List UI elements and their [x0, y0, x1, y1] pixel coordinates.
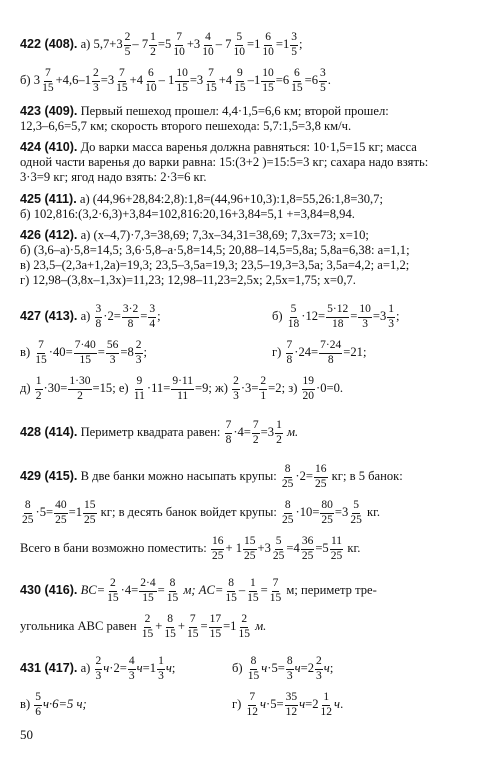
problem-425-line2: б) 102,816:(3,2·6,3)+3,84=102,816:20,16+3,84=5,1 +=3,84=8,94.	[20, 207, 355, 221]
problem-424-line1: 424 (410). До варки масса варенья должна равняться: 10·1,5=15 кг; масса	[20, 140, 417, 154]
problem-431-v: в) $\frac{5}{6}$ ч·6=5 ч;	[20, 691, 87, 718]
problem-426-line2: б) (3,6–a)·5,8=14,5; 3,6·5,8–a·5,8=14,5; 20,88–14,5=5,8a; 5,8a=6,38: a=1,1;	[20, 243, 410, 257]
problem-430-line1: 430 (416). BC= $\frac{2}{15}$ ·4= $\frac{2\cdot 4}{15}$ = $\frac{8}{15}$ м; AC= $\frac{8}{15}$ – $\frac{1}{15}$ = $\frac{7}{15}$ м; периметр тре-	[20, 577, 377, 604]
problem-425-line1: 425 (411). а) (44,96+28,84:2,8):1,8=(44,96+10,3):1,8=55,26:1,8=30,7;	[20, 192, 383, 206]
problem-424-line3: 3·3=9 кг; ягод надо взять: 2·3=6 кг.	[20, 170, 207, 184]
problem-427-g: г) $\frac{7}{8}$ ·24= $\frac{7\cdot 24}{8}$ =21;	[272, 339, 367, 366]
problem-426-line1: 426 (412). а) (x–4,7)·7,3=38,69; 7,3x–34,31=38,69; 7,3x=73; x=10;	[20, 228, 369, 242]
problem-424-line2: одной части варенья до варки равна: 15:(3+2 )=15:5=3 кг; сахара надо взять:	[20, 155, 429, 169]
problem-427-d-z: д) $\frac{1}{2}$ ·30= $\frac{1\cdot 30}{2}$ =15; е) $\frac{9}{11}$ ·11= $\frac{9\cdot 11}{11}$ =9; ж) $\frac{2}{3}$ ·3= $\frac{2}{1}$ =2; з) $\frac{19}{20}$ ·0=0.	[20, 375, 344, 402]
problem-431-g: г) $\frac{7}{12}$ ч·5= $\frac{35}{12}$ ч=2 $\frac{1}{12}$ ч.	[232, 691, 344, 718]
problem-426-line4: г) 12,98–(3,8x–1,3x)=11,23; 12,98–11,23=2,5x; 2,5x=1,75; x=0,7.	[20, 273, 356, 287]
problem-429-line3: Всего в бани возможно поместить: $\frac{16}{25}$ + 1 $\frac{15}{25}$ +3 $\frac{5}{25}$ =4 $\frac{36}{25}$ =5 $\frac{11}{25}$ кг.	[20, 535, 361, 562]
problem-427-b: б) $\frac{5}{18}$ ·12= $\frac{5\cdot 12}{18}$ = $\frac{10}{3}$ =3 $\frac{1}{3}$ ;	[272, 303, 400, 330]
problem-427-a: 427 (413). а) $\frac{3}{8}$ ·2= $\frac{3\cdot 2}{8}$ = $\frac{3}{4}$ ;	[20, 303, 161, 330]
problem-429-line2: $\frac{8}{25}$ ·5= $\frac{40}{25}$ =1 $\frac{15}{25}$ кг; в десять банок войдет крупы: $\frac{8}{25}$ ·10= $\frac{80}{25}$ =3 $\frac{5}{25}$ кг.	[22, 499, 380, 526]
problem-number: 422 (408).	[20, 36, 78, 51]
problem-427-v: в) $\frac{7}{15}$ ·40= $\frac{7\cdot 40}{15}$ = $\frac{56}{3}$ =8 $\frac{2}{3}$ ;	[20, 339, 148, 366]
problem-431-a: 431 (417). а) $\frac{2}{3}$ ч·2= $\frac{4}{3}$ ч=1 $\frac{1}{3}$ ч;	[20, 655, 176, 682]
problem-423-line1: 423 (409). Первый пешеход прошел: 4,4·1,5=6,6 км; второй прошел:	[20, 104, 389, 118]
problem-430-line2: угольника ABC равен $\frac{2}{15}$ + $\frac{8}{15}$ + $\frac{7}{15}$ = $\frac{17}{15}$ =1 $\frac{2}{15}$ м.	[20, 613, 267, 640]
problem-429-line1: 429 (415). В две банки можно насыпать крупы: $\frac{8}{25}$ ·2= $\frac{16}{25}$ кг; в 5 банок:	[20, 463, 403, 490]
page-number: 50	[20, 727, 33, 742]
problem-422-a: 422 (408). а) 5,7+3 $\frac{2}{5}$ – 7 $\frac{1}{2}$ =5 $\frac{7}{10}$ +3 $\frac{4}{10}$ – 7 $\frac{5}{10}$ =1 $\frac{6}{10}$ =1 $\frac{3}{5}$ ;	[20, 31, 303, 58]
problem-422-b: б) 3 $\frac{7}{15}$ +4,6–1 $\frac{2}{3}$ =3 $\frac{7}{15}$ +4 $\frac{6}{10}$ – 1 $\frac{10}{15}$ =3 $\frac{7}{15}$ +4 $\frac{9}{15}$ –1 $\frac{10}{15}$ =6 $\frac{6}{15}$ =6 $\frac{3}{5}$ .	[20, 67, 331, 94]
problem-423-line2: 12,3–6,6=5,7 км; скорость второго пешехода: 5,7:1,5=3,8 км/ч.	[20, 119, 352, 133]
problem-426-line3: в) 23,5–(2,3a+1,2a)=19,3; 23,5–3,5a=19,3; 23,5–19,3=3,5a; 3,5a=4,2; a=1,2;	[20, 258, 410, 272]
problem-428: 428 (414). Периметр квадрата равен: $\frac{7}{8}$ ·4= $\frac{7}{2}$ =3 $\frac{1}{2}$ м.	[20, 419, 299, 446]
problem-431-b: б) $\frac{8}{15}$ ч·5= $\frac{8}{3}$ ч=2 $\frac{2}{3}$ ч;	[232, 655, 334, 682]
